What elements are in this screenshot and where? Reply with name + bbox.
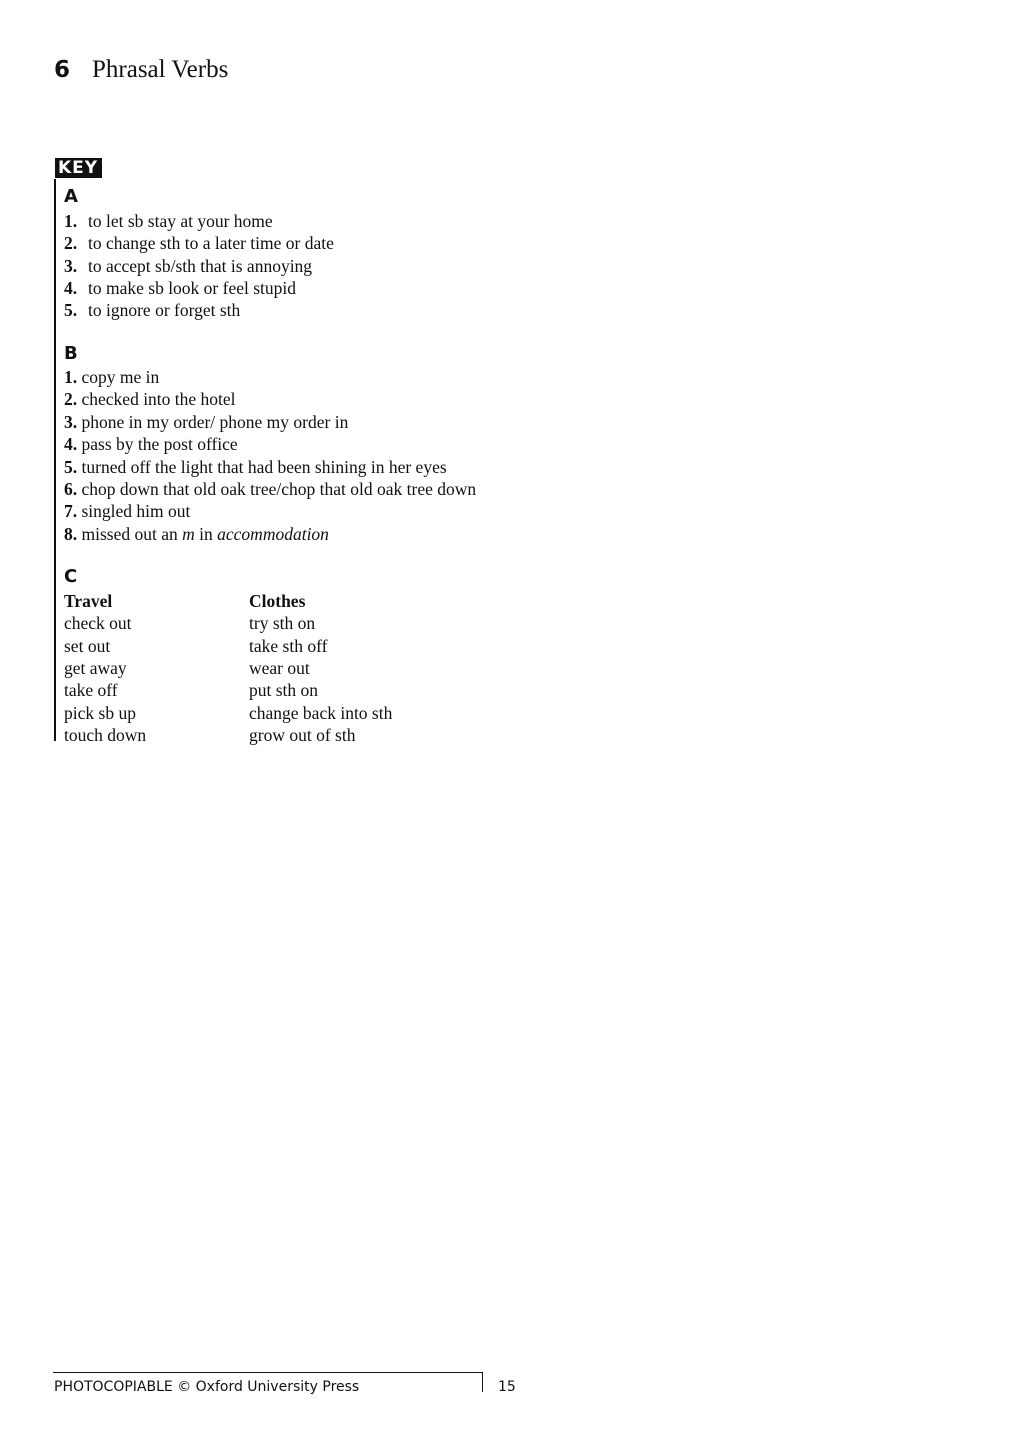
unit-number: 6 (54, 57, 71, 83)
travel-item: touch down (64, 725, 147, 745)
travel-item: get away (64, 658, 127, 678)
item-text: singled him out (81, 501, 191, 521)
item-text: phone in my order/ phone my order in (81, 412, 349, 432)
item-text: to let sb stay at your home (88, 211, 273, 231)
item-text: pass by the post office (81, 434, 238, 454)
section-b-item (64, 500, 190, 522)
item-number: 4. (64, 278, 78, 298)
item-text: to ignore or forget sth (88, 300, 241, 320)
key-badge: KEY (55, 158, 102, 178)
item-italic-word: accommodation (217, 524, 329, 544)
clothes-header: Clothes (249, 591, 306, 611)
item-number: 3. (64, 412, 78, 432)
item-number: 2. (64, 233, 78, 253)
item-number: 2. (64, 389, 78, 409)
item-text: chop down that old oak tree/chop that old oak tree down (81, 479, 477, 499)
item-text: turned off the light that had been shining in her eyes (81, 457, 447, 477)
section-a-item (64, 277, 296, 299)
section-b-item (64, 388, 236, 410)
item-number: 5. (64, 457, 78, 477)
clothes-item: change back into sth (249, 703, 393, 723)
item-text: to accept sb/sth that is annoying (88, 256, 313, 276)
travel-item: take off (64, 680, 118, 700)
page-header (54, 56, 228, 88)
item-number: 3. (64, 256, 78, 276)
travel-item: pick sb up (64, 703, 136, 723)
item-italic-letter: m (182, 524, 195, 544)
section-b-item (64, 433, 238, 455)
section-b-item (64, 478, 476, 500)
item-text: to change sth to a later time or date (88, 233, 334, 253)
unit-title: Phrasal Verbs (92, 56, 229, 83)
section-a-item (64, 210, 273, 232)
item-text: to make sb look or feel stupid (88, 278, 297, 298)
item-text-before: missed out an (81, 524, 178, 544)
item-text: checked into the hotel (81, 389, 236, 409)
footer-rule (53, 1372, 483, 1373)
item-text-mid: in (199, 524, 213, 544)
footer-divider (482, 1372, 483, 1392)
clothes-item: take sth off (249, 636, 328, 656)
section-b-item (64, 456, 447, 478)
travel-item: check out (64, 613, 132, 633)
section-a-item (64, 232, 334, 254)
item-number: 6. (64, 479, 78, 499)
item-number: 4. (64, 434, 78, 454)
item-number: 7. (64, 501, 78, 521)
section-a-letter: A (64, 186, 78, 207)
section-b-item (64, 411, 348, 433)
footer-copyright: PHOTOCOPIABLE © Oxford University Press (54, 1379, 360, 1395)
clothes-item: grow out of sth (249, 725, 356, 745)
item-number: 8. (64, 524, 78, 544)
travel-item: set out (64, 636, 111, 656)
answer-key (54, 179, 616, 745)
travel-header: Travel (64, 591, 113, 611)
clothes-item: try sth on (249, 613, 316, 633)
section-b-item (64, 523, 329, 545)
item-number: 1. (64, 367, 78, 387)
item-number: 1. (64, 211, 78, 231)
clothes-item: put sth on (249, 680, 319, 700)
section-b-item (64, 366, 159, 388)
section-a-item (64, 299, 240, 321)
clothes-item: wear out (249, 658, 310, 678)
item-text: copy me in (81, 367, 160, 387)
item-number: 5. (64, 300, 78, 320)
section-b-letter: B (64, 343, 78, 364)
section-a-item (64, 255, 312, 277)
section-c-letter: C (64, 566, 78, 587)
page-number: 15 (498, 1379, 516, 1395)
